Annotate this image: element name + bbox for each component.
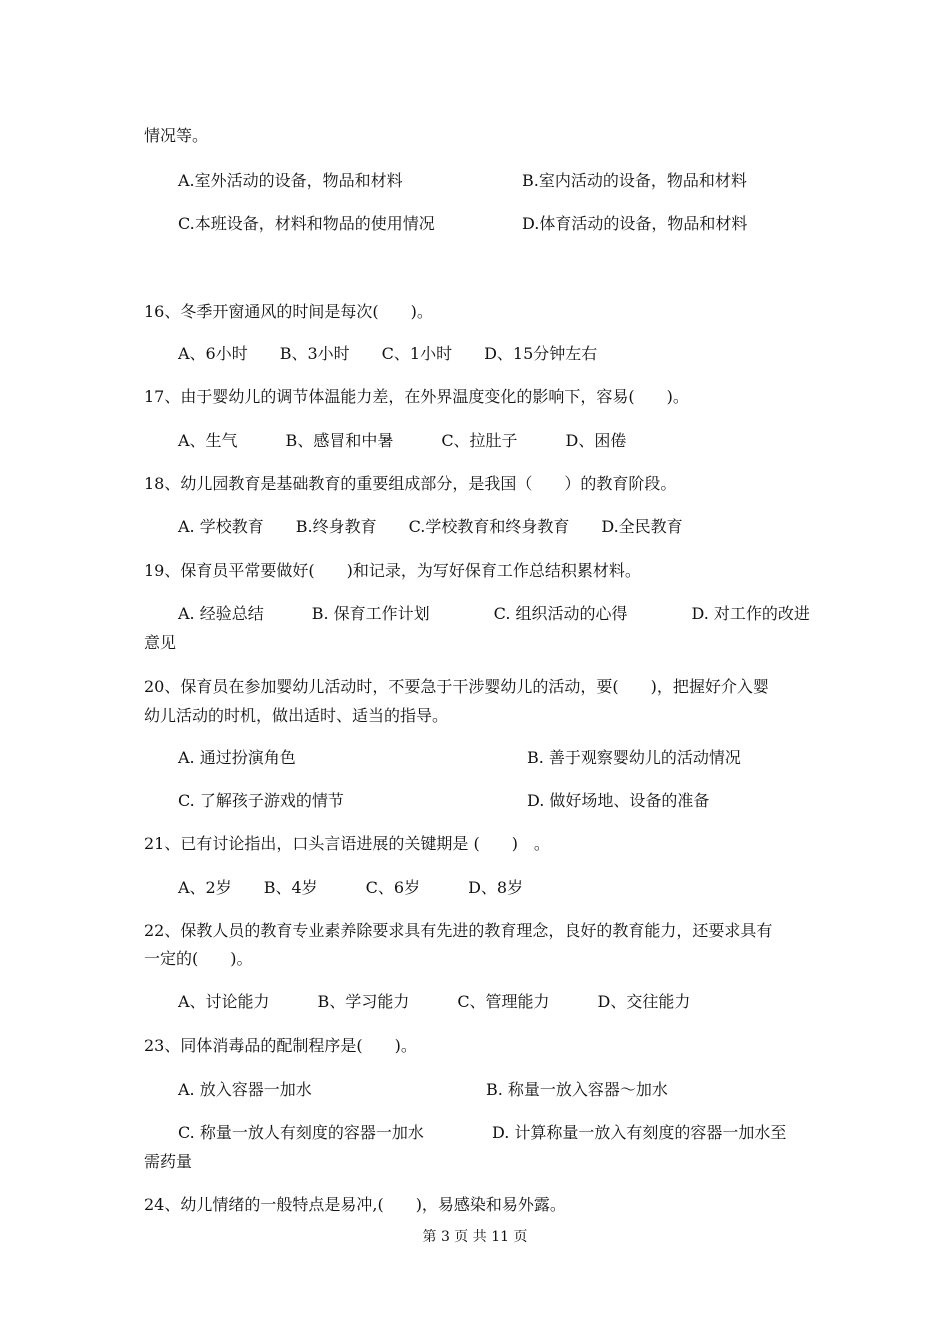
q15-option-c: C.本班设备，材料和物品的使用情况	[178, 214, 435, 233]
q17-stem: 17、由于婴幼儿的调节体温能力差，在外界温度变化的影响下，容易( )。	[144, 387, 689, 406]
q23-option-a: A. 放入容器一加水	[178, 1080, 312, 1099]
q21-stem: 21、已有讨论指出，口头言语进展的关键期是 ( ) 。	[144, 834, 550, 853]
q21-options: A、2岁 B、4岁 C、6岁 D、8岁	[178, 878, 524, 897]
q20-option-b: B. 善于观察婴幼儿的活动情况	[527, 748, 741, 767]
q15-option-a: A.室外活动的设备，物品和材料	[178, 171, 403, 190]
q19-options-wrap: 意见	[144, 633, 177, 652]
q16-stem: 16、冬季开窗通风的时间是每次( )。	[144, 302, 433, 321]
q19-stem: 19、保育员平常要做好( )和记录，为写好保育工作总结积累材料。	[144, 561, 641, 580]
q19-options: A. 经验总结 B. 保育工作计划 C. 组织活动的心得 D. 对工作的改进	[178, 604, 810, 623]
q16-options: A、6小时 B、3小时 C、1小时 D、15分钟左右	[178, 344, 598, 363]
q20-stem-line2: 幼儿活动的时机，做出适时、适当的指导。	[144, 706, 449, 725]
page-footer: 第 3 页 共 11 页	[422, 1229, 528, 1245]
q23-options-wrap: 需药量	[144, 1152, 193, 1171]
q22-stem-line2: 一定的( )。	[144, 949, 253, 968]
q18-stem: 18、幼儿园教育是基础教育的重要组成部分，是我国（ ）的教育阶段。	[144, 474, 677, 493]
q18-options: A. 学校教育 B.终身教育 C.学校教育和终身教育 D.全民教育	[178, 517, 683, 536]
q23-option-c: C. 称量一放人有刻度的容器一加水	[178, 1123, 424, 1142]
q20-option-a: A. 通过扮演角色	[178, 748, 296, 767]
q17-options: A、生气 B、感冒和中暑 C、拉肚子 D、困倦	[178, 431, 627, 450]
q20-option-d: D. 做好场地、设备的准备	[527, 791, 710, 810]
q20-option-c: C. 了解孩子游戏的情节	[178, 791, 344, 810]
q15-stem-continuation: 情况等。	[144, 126, 209, 145]
q20-stem-line1: 20、保育员在参加婴幼儿活动时，不要急于干涉婴幼儿的活动，要( )，把握好介入婴	[144, 677, 769, 696]
q15-option-b: B.室内活动的设备，物品和材料	[522, 171, 747, 190]
q23-stem: 23、同体消毒品的配制程序是( )。	[144, 1036, 417, 1055]
q22-options: A、讨论能力 B、学习能力 C、管理能力 D、交往能力	[178, 992, 691, 1011]
q15-option-d: D.体育活动的设备，物品和材料	[522, 214, 748, 233]
q23-option-d: D. 计算称量一放入有刻度的容器一加水至	[492, 1123, 787, 1142]
q24-stem: 24、幼儿情绪的一般特点是易冲,( )，易感染和易外露。	[144, 1195, 566, 1214]
q23-option-b: B. 称量一放入容器～加水	[486, 1080, 668, 1099]
q22-stem-line1: 22、保教人员的教育专业素养除要求具有先进的教育理念，良好的教育能力，还要求具有	[144, 921, 773, 940]
